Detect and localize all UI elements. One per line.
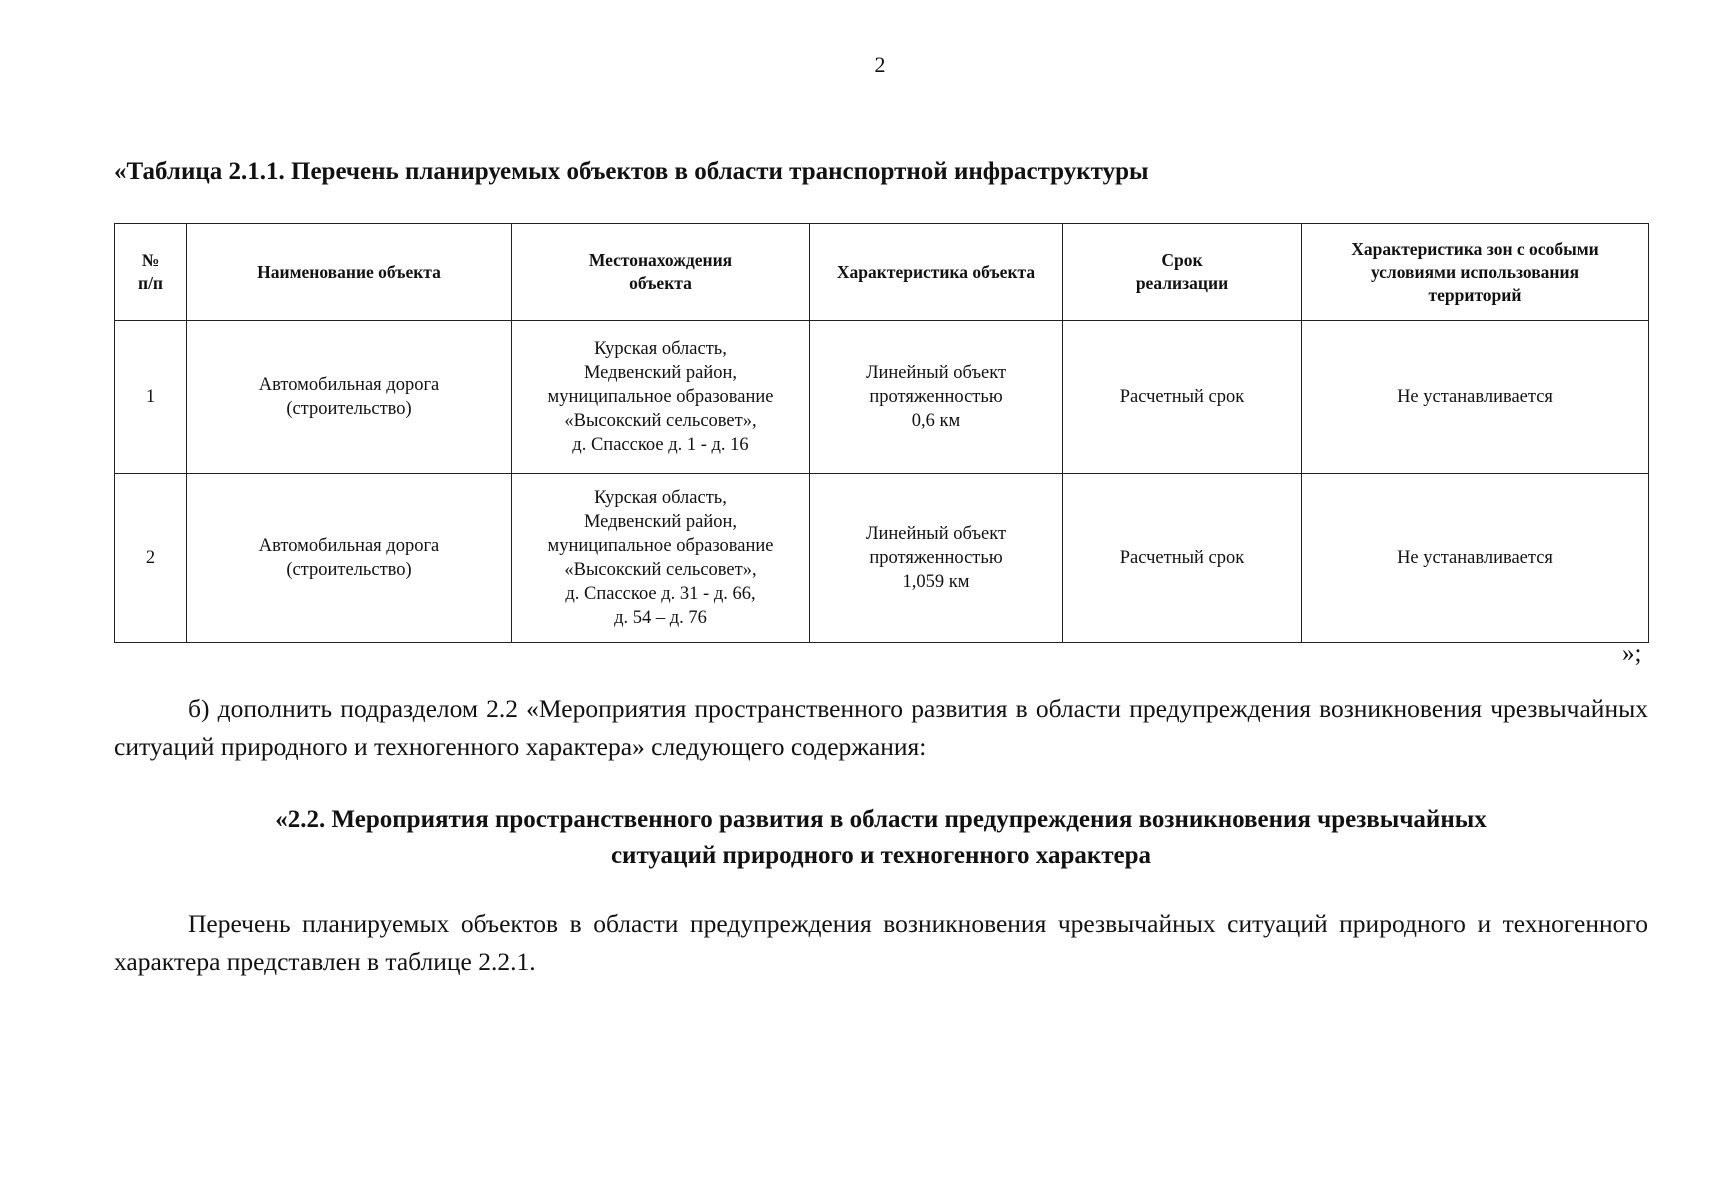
cell-line: Медвенский район, — [583, 512, 738, 532]
cell-line: Расчетный срок — [1119, 387, 1245, 407]
cell-line: (строительство) — [286, 399, 412, 419]
cell-line: 1 — [145, 387, 156, 407]
cell-line: 1,059 км — [902, 572, 970, 592]
cell-number — [115, 474, 187, 643]
section-heading-line: «2.2. Мероприятия пространственного развития в области предупреждения возникновения чрезвычайных — [275, 806, 1487, 833]
cell-characteristic — [810, 474, 1063, 643]
cell-line: «Высокский сельсовет», — [564, 560, 757, 580]
cell-line: д. Спасское д. 31 - д. 66, — [565, 584, 756, 604]
section-heading-line: ситуаций природного и техногенного характера — [610, 842, 1152, 869]
cell-term — [1063, 321, 1302, 474]
table-row — [115, 321, 1649, 474]
cell-line: д. Спасское д. 1 - д. 16 — [572, 435, 749, 455]
cell-line: Расчетный срок — [1119, 548, 1245, 568]
cell-zones — [1302, 321, 1649, 474]
cell-number — [115, 321, 187, 474]
header-line: п/п — [137, 273, 164, 293]
header-line: Наименование объекта — [257, 261, 441, 282]
paragraph-objects-list: Перечень планируемых объектов в области предупреждения возникновения чрезвычайных ситуаций природного и техногенного характера представлен в таблице 2.2.1. — [114, 909, 1648, 976]
cell-line: протяженностью — [869, 548, 1003, 568]
cell-object-name — [187, 321, 512, 474]
header-object-name — [187, 224, 512, 321]
header-line: условиями использования — [1370, 261, 1580, 282]
section-heading — [114, 802, 1648, 874]
header-line: территорий — [1428, 284, 1522, 305]
cell-characteristic — [810, 321, 1063, 474]
cell-line: Автомобильная дорога — [258, 536, 440, 556]
header-line: Местонахождения — [588, 250, 733, 270]
cell-line: 0,6 км — [911, 411, 961, 431]
cell-line: (строительство) — [286, 560, 412, 580]
cell-line: Линейный объект — [865, 524, 1007, 544]
header-characteristic — [810, 224, 1063, 321]
header-line: реализации — [1135, 273, 1229, 293]
cell-line: муниципальное образование — [547, 536, 774, 556]
header-line: Характеристика объекта — [836, 261, 1036, 282]
header-location — [512, 224, 810, 321]
cell-line: д. 54 – д. 76 — [614, 608, 707, 628]
table-title: «Таблица 2.1.1. Перечень планируемых объектов в области транспортной инфраструктуры — [114, 158, 1149, 185]
cell-line: Линейный объект — [865, 363, 1007, 383]
table-row — [115, 474, 1649, 643]
cell-location — [512, 474, 810, 643]
header-line: объекта — [629, 273, 692, 293]
page-number: 2 — [874, 52, 886, 77]
header-zones — [1302, 224, 1649, 321]
cell-line: «Высокский сельсовет», — [564, 411, 757, 431]
header-number — [115, 224, 187, 321]
cell-line: Автомобильная дорога — [258, 375, 440, 395]
cell-location — [512, 321, 810, 474]
cell-line: протяженностью — [869, 387, 1003, 407]
cell-term — [1063, 474, 1302, 643]
cell-line: Не устанавливается — [1397, 387, 1553, 407]
cell-line: Курская область, — [594, 488, 727, 508]
header-line: № — [141, 250, 160, 270]
header-line: Срок — [1161, 250, 1203, 270]
objects-table — [114, 223, 1649, 643]
cell-line: Медвенский район, — [583, 363, 738, 383]
cell-line: Не устанавливается — [1397, 548, 1553, 568]
cell-zones — [1302, 474, 1649, 643]
paragraph-amendment: б) дополнить подразделом 2.2 «Мероприятия пространственного развития в области предупреждения возникновения чрезвычайных ситуаций природного и техногенного характера» следующего содержания: — [114, 694, 1648, 761]
cell-line: муниципальное образование — [547, 387, 774, 407]
cell-line: Курская область, — [594, 339, 727, 359]
table-header-row — [115, 224, 1649, 321]
header-line: Характеристика зон с особыми — [1351, 238, 1599, 259]
cell-object-name — [187, 474, 512, 643]
closing-quote: »; — [1622, 640, 1642, 667]
cell-line: 2 — [145, 548, 156, 568]
header-term — [1063, 224, 1302, 321]
